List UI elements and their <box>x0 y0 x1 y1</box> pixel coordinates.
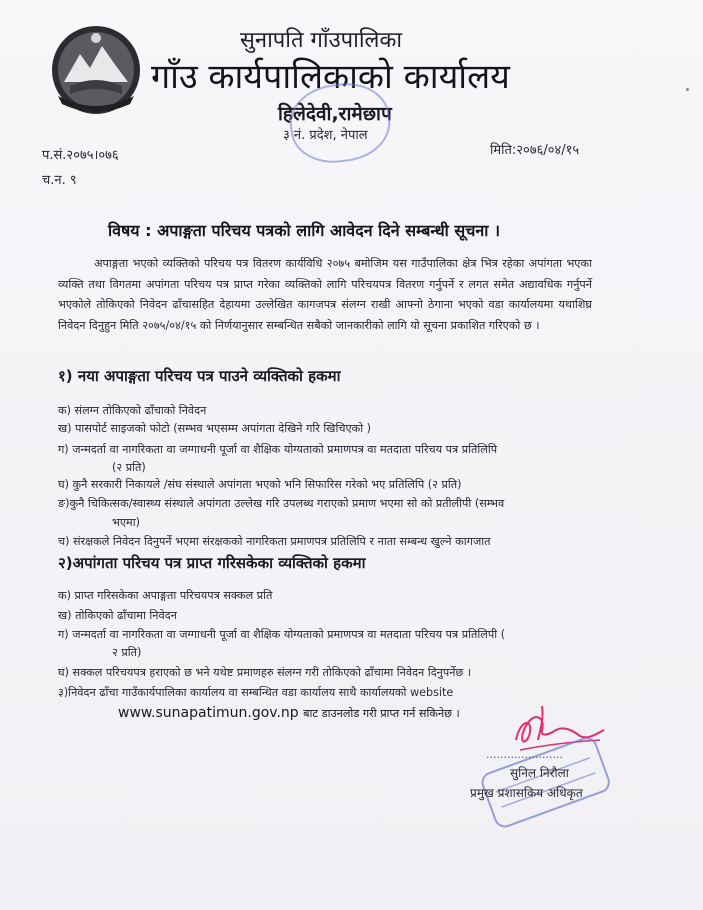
dispatch-number: च.न. ९ <box>42 173 77 188</box>
list-item: ङ)कुनै चिकित्सक/स्वास्थ्य संस्थाले अपांगता उल्लेख गरि उपलब्ध गराएको प्रमाण भएमा सो को प्रतीलीपी (सम्भव <box>58 497 505 510</box>
website-url[interactable]: www.sunapatimun.gov.np <box>118 705 299 721</box>
office-address: हिलेदेवी,रामेछाप <box>278 103 392 125</box>
nepal-emblem-logo <box>50 24 142 116</box>
province-line: ३ नं. प्रदेश, नेपाल <box>283 128 368 143</box>
list-item: क) संलग्न तोकिएको ढाँचाको निवेदन <box>58 404 207 417</box>
list-item: क) प्राप्त गरिसकेका अपाङ्गता परिचयपत्र सक्कल प्रति <box>58 589 273 602</box>
list-item: भएमा) <box>112 516 141 529</box>
list-item: च) संरक्षकले निवेदन दिनुपर्ने भएमा संरक्षकको नागरिकता प्रमाणपत्र प्रतिलिपि र नाता सम्बन्ध खुल्ने कागजात <box>58 535 491 548</box>
list-item: ख) पासपोर्ट साइजको फोटो (सम्भव भएसम्म अपांगता देखिने गरि खिचिएको ) <box>58 422 372 435</box>
website-line <box>118 705 460 721</box>
list-item: ग) जन्मदर्ता वा नागरिकता वा जग्गाधनी पूर्जा वा शैक्षिक योग्यताको प्रमाणपत्र वा मतदाता परिचय पत्र प्रतिलिपि <box>58 443 498 456</box>
list-item: (२ प्रति) <box>112 461 146 474</box>
section2-heading: २)अपांगता परिचय पत्र प्राप्त गरिसकेका व्यक्तिको हकमा <box>58 554 366 572</box>
subject-line: विषय : अपाङ्गता परिचय पत्रको लागि आवेदन दिने सम्बन्धी सूचना । <box>108 221 501 240</box>
signatory-name: सुनिल निरौला <box>510 766 569 780</box>
office-name: गाँउ कार्यपालिकाको कार्यालय <box>151 57 510 97</box>
list-item: २ प्रति) <box>112 646 142 659</box>
letter-date: मिति:२०७६/०४/१५ <box>490 143 580 158</box>
list-item: ग) जन्मदर्ता वा नागरिकता वा जग्गाधनी पूर्जा वा शैक्षिक योग्यताको प्रमाणपत्र वा मतदाता परिचय पत्र प्रतिलिपी ( <box>58 628 506 641</box>
list-item: ख) तोकिएको ढाँचामा निवेदन <box>58 609 177 622</box>
intro-paragraph: अपाङ्गता भएको व्यक्तिको परिचय पत्र वितरण कार्यविधि २०७५ बमोजिम यस गाउँपालिका क्षेत्र भित्र रहेका अपांगता भएका व्यक्ति तथा विगतमा अपांगता परिचय पत्र प्राप्त गरेका व्यक्तिको लागि परिचयपत्र वितरण गर्नुपर्ने र लगत समेत अद्यावधिक गर्नुपर्ने भएकोले तोकिएको निवेदन ढाँचासहित देहायमा उल्लेखित कागजपत्र संलग्न राखी आफ्नो ठेगाना भएको वडा कार्यालयमा यथाशिघ्र निवेदन दिनुहुन मिति २०७५/०४/१५ को निर्णयानुसार सम्बन्धित सबैको जानकारीको लागि यो सूचना प्रकाशित गरिएको छ । <box>58 257 592 332</box>
list-item: ३)निवेदन ढाँचा गाउँकार्यपालिका कार्यालय वा सम्बन्धित वडा कार्यालय साथै कार्यालयको website <box>58 686 454 699</box>
website-suffix: बाट डाउनलोड गरी प्राप्त गर्न सकिनेछ । <box>303 707 460 720</box>
reference-number: प.सं.२०७५।०७६ <box>42 148 119 163</box>
paper-speck <box>686 88 689 91</box>
section1-heading: १) नया अपाङ्गता परिचय पत्र पाउने व्यक्तिको हकमा <box>58 367 341 385</box>
list-item: घ) कुनै सरकारी निकायले /संघ संस्थाले अपांगता भएको भनि सिफारिस गरेको भए प्रतिलिपि (२ प्रति) <box>58 478 462 491</box>
signature-dots: ...................... <box>486 748 563 761</box>
municipality-name: सुनापति गाँउपालिका <box>240 28 403 53</box>
signatory-title: प्रमुख प्रशासकिय अधिकृत <box>470 786 583 800</box>
list-item: घ) सक्कल परिचयपत्र हराएको छ भने यथेष्ट प्रमाणहरु संलग्न गरी तोकिएको ढाँचामा निवेदन दिनुपर्नेछ । <box>58 666 472 679</box>
